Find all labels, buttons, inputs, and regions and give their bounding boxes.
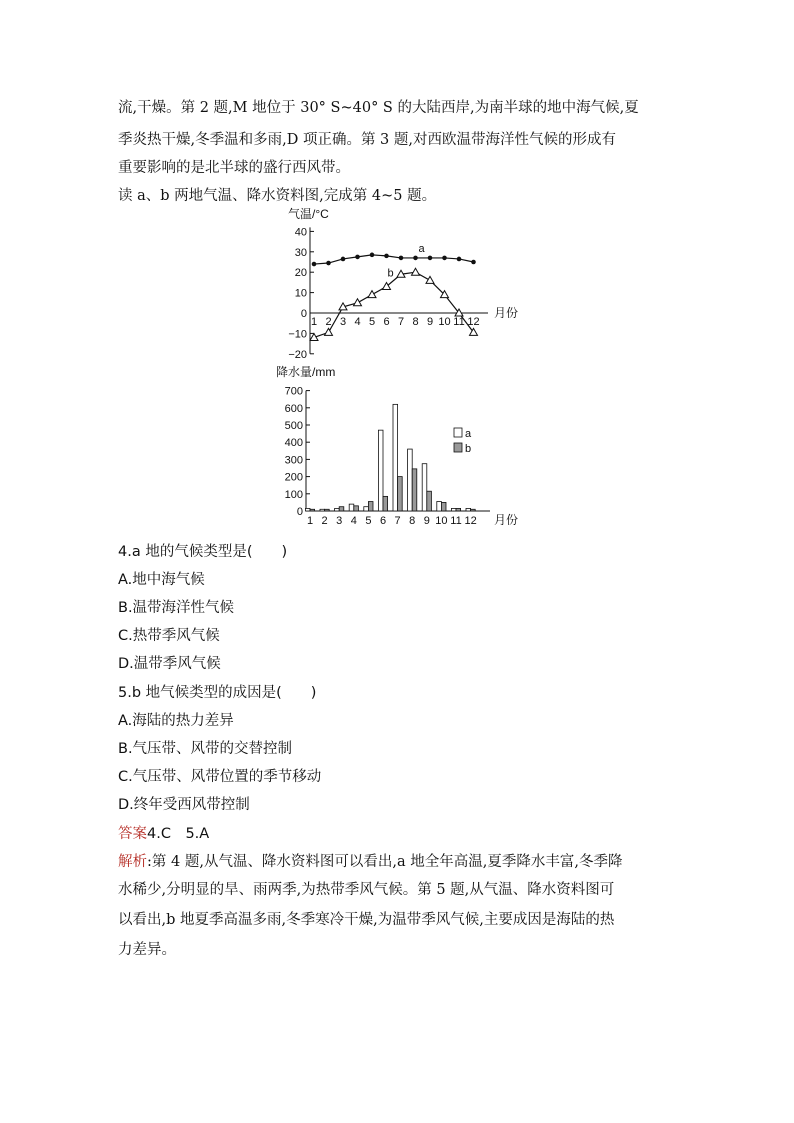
y-tick-label: 600 [284, 402, 303, 415]
bar-b [471, 509, 476, 511]
legend-swatch-b [454, 443, 462, 452]
analysis-line-4: 力差异。 [118, 942, 176, 958]
bar-a [393, 404, 398, 511]
analysis-label: 解析 [118, 854, 147, 870]
series-b-point [426, 276, 434, 283]
x-axis-title: 月份 [494, 513, 519, 526]
series-a-point [355, 255, 360, 260]
x-tick-label: 10 [438, 316, 451, 328]
y-tick-label: 0 [296, 506, 303, 518]
y-axis-title: 气温/°C [288, 207, 329, 221]
series-a-point [442, 256, 447, 261]
bar-b [368, 502, 373, 511]
x-tick-label: 7 [394, 515, 401, 526]
legend-label-b: b [465, 443, 472, 455]
y-tick-label: 300 [284, 454, 303, 467]
series-a-point [457, 257, 462, 262]
y-tick-label: 700 [284, 385, 303, 398]
series-a-point [341, 257, 346, 262]
answer-text: 4.C 5.A [147, 826, 210, 842]
bar-b [383, 496, 388, 511]
y-tick-label: 400 [284, 437, 303, 450]
bar-b [427, 491, 432, 511]
series-a-point [312, 262, 317, 267]
intro-line-1: 流,干燥。第 2 题,M 地位于 30° S~40° S 的大陆西岸,为南半球的地中海气候,夏 [118, 100, 639, 116]
analysis-line-2: 水稀少,分明显的旱、雨两季,为热带季风气候。第 5 题,从气温、降水资料图可 [118, 882, 615, 898]
q5-option-a: A.海陆的热力差异 [118, 713, 234, 729]
bar-b [325, 509, 330, 511]
x-tick-label: 11 [450, 515, 462, 526]
bar-a [305, 508, 310, 511]
q5-option-c: C.气压带、风带位置的季节移动 [118, 769, 322, 785]
series-b-point [325, 328, 333, 335]
y-tick-label: −20 [288, 348, 307, 361]
bar-a [466, 508, 471, 511]
series-b-point [354, 299, 362, 306]
q4-option-d: D.温带季风气候 [118, 656, 221, 672]
x-tick-label: 5 [368, 316, 376, 328]
x-tick-label: 7 [397, 316, 405, 328]
series-a-point [326, 261, 331, 266]
x-tick-label: 2 [325, 316, 332, 328]
series-a-point [399, 256, 404, 261]
y-tick-label: 20 [294, 267, 307, 280]
x-tick-label: 8 [409, 515, 416, 526]
x-tick-label: 3 [336, 515, 343, 526]
x-tick-label: 4 [354, 316, 361, 328]
y-tick-label: 40 [294, 226, 307, 239]
y-tick-label: 200 [284, 471, 303, 484]
series-a-point [413, 256, 418, 261]
bar-a [378, 430, 383, 511]
bar-a [335, 508, 340, 511]
analysis-text-1: :第 4 题,从气温、降水资料图可以看出,a 地全年高温,夏季降水丰富,冬季降 [147, 854, 623, 870]
y-tick-label: 30 [294, 246, 307, 259]
series-a-point [384, 254, 389, 259]
bar-b [412, 469, 417, 511]
intro-line-3: 重要影响的是北半球的盛行西风带。 [118, 160, 350, 176]
series-a-line [314, 255, 474, 264]
x-tick-label: 12 [467, 316, 480, 328]
series-b-point [368, 291, 376, 298]
bar-a [451, 508, 456, 511]
x-tick-label: 2 [321, 515, 328, 526]
x-tick-label: 12 [464, 515, 477, 526]
prompt-text: 读 a、b 两地气温、降水资料图,完成第 4~5 题。 [118, 188, 437, 204]
bar-b [310, 509, 315, 511]
x-tick-label: 6 [383, 316, 390, 328]
intro-line-2: 季炎热干燥,冬季温和多雨,D 项正确。第 3 题,对西欧温带海洋性气候的形成有 [118, 132, 617, 148]
x-tick-label: 1 [306, 515, 314, 526]
bar-a [364, 507, 369, 511]
bar-b [398, 477, 403, 511]
bar-b [441, 502, 446, 511]
bar-a [320, 509, 325, 511]
x-tick-label: 9 [426, 316, 434, 328]
x-axis-title: 月份 [494, 306, 519, 320]
series-b-label: b [387, 267, 394, 280]
x-tick-label: 10 [435, 515, 448, 526]
x-tick-label: 9 [423, 515, 430, 526]
x-tick-label: 3 [339, 316, 347, 328]
bar-a [422, 464, 427, 511]
analysis-line-1 [118, 850, 623, 871]
analysis-line-3: 以看出,b 地夏季高温多雨,冬季寒冷干燥,为温带季风气候,主要成因是海陆的热 [118, 912, 615, 928]
x-tick-label: 6 [379, 515, 387, 526]
precipitation-chart [276, 364, 536, 526]
bar-a [437, 502, 442, 511]
series-a-point [428, 256, 433, 261]
bar-b [339, 507, 344, 511]
q4-option-c: C.热带季风气候 [118, 628, 220, 644]
q4-option-b: B.温带海洋性气候 [118, 600, 235, 616]
series-a-point [370, 253, 375, 258]
answer-line [118, 822, 209, 843]
x-tick-label: 8 [412, 316, 419, 328]
bar-b [354, 506, 359, 511]
x-tick-label: 4 [350, 515, 357, 526]
q4-option-a: A.地中海气候 [118, 572, 205, 588]
q5-option-b: B.气压带、风带的交替控制 [118, 741, 293, 757]
y-axis-title: 降水量/mm [276, 365, 336, 379]
x-tick-label: 1 [310, 316, 318, 328]
series-a-label: a [418, 242, 425, 255]
x-tick-label: 11 [453, 316, 465, 328]
bar-a [408, 449, 413, 511]
q5-stem: 5.b 地气候类型的成因是( ) [118, 685, 317, 701]
legend-swatch-a [454, 428, 462, 437]
y-tick-label: −10 [288, 328, 307, 341]
y-tick-label: 500 [284, 420, 303, 432]
bar-a [349, 504, 354, 511]
series-a-point [471, 260, 476, 265]
x-tick-label: 5 [365, 515, 372, 526]
series-b-point [412, 268, 420, 275]
y-tick-label: 100 [284, 488, 303, 501]
y-tick-label: 0 [300, 308, 307, 320]
temperature-chart [280, 206, 540, 366]
legend-label-a: a [465, 428, 472, 440]
y-tick-label: 10 [294, 287, 307, 300]
q4-stem: 4.a 地的气候类型是( ) [118, 544, 288, 560]
q5-option-d: D.终年受西风带控制 [118, 797, 250, 813]
answer-label: 答案 [118, 826, 147, 842]
bar-b [456, 508, 461, 511]
